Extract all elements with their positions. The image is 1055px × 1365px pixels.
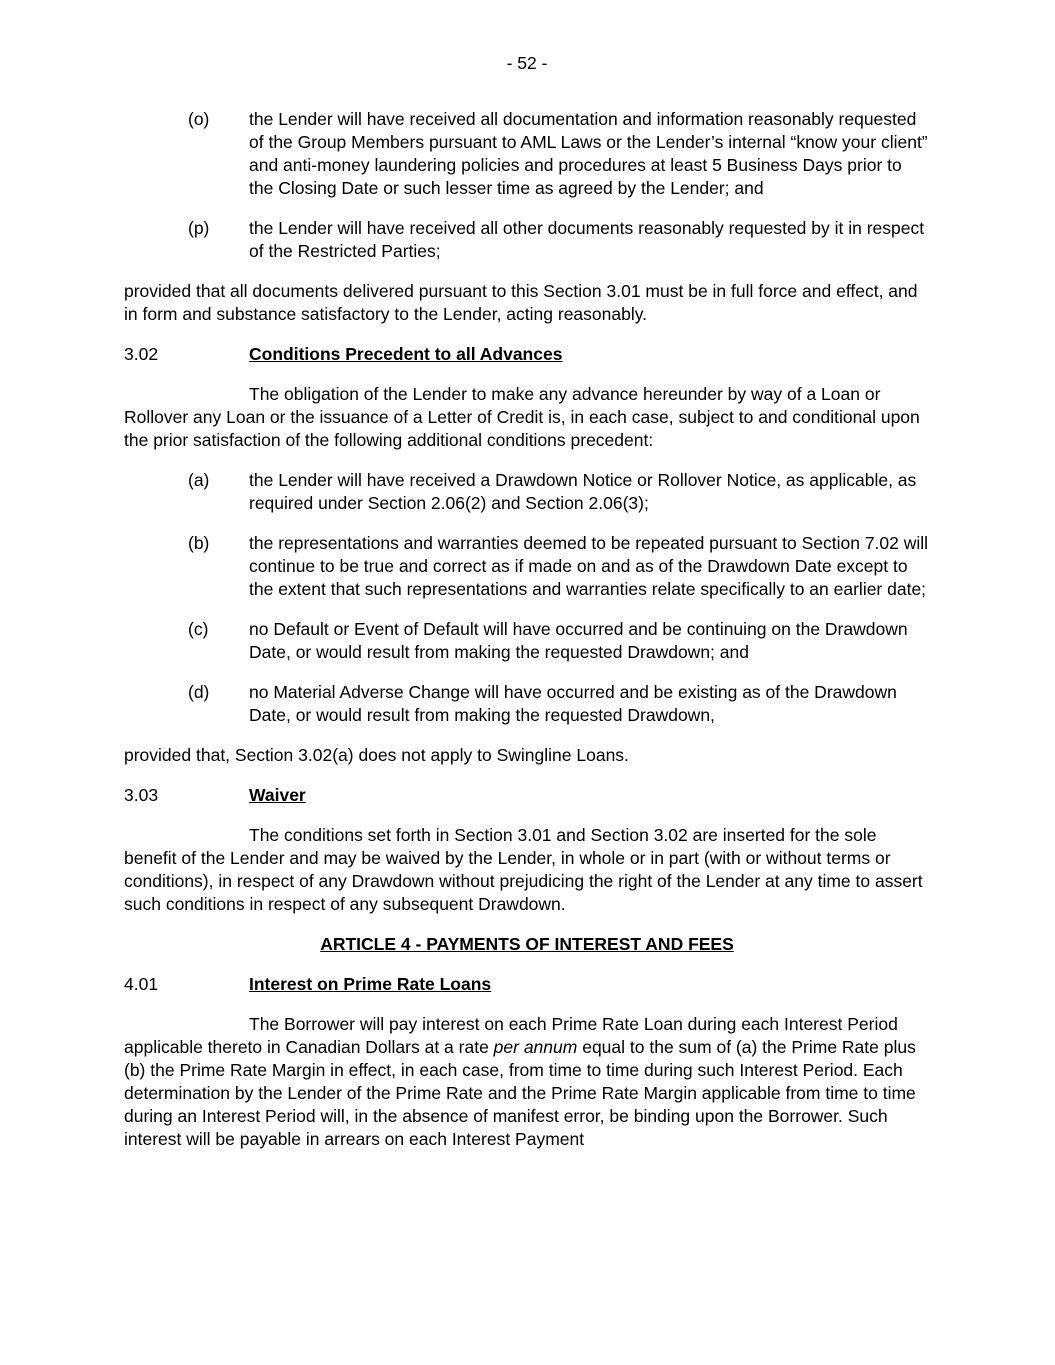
clause-label: (a) — [188, 470, 210, 490]
section-number: 3.03 — [124, 785, 159, 805]
clause-p — [188, 217, 930, 263]
section-4-01-body — [124, 1013, 930, 1151]
clause-b — [188, 532, 930, 601]
clause-text: no Material Adverse Change will have occurred and be existing as of the Drawdown Date, or would result from making the requested Drawdown, — [249, 682, 897, 725]
body-text-italic: per annum — [493, 1037, 578, 1057]
clause-text: the Lender will have received all other documents reasonably requested by it in respect of the Restricted Parties; — [249, 218, 925, 261]
section-3-01-proviso: provided that all documents delivered pursuant to this Section 3.01 must be in full force and effect, and in form and substance satisfactory to the Lender, acting reasonably. — [124, 281, 918, 324]
clause-label: (p) — [188, 218, 210, 238]
article-4-heading: ARTICLE 4 - PAYMENTS OF INTEREST AND FEES — [320, 934, 734, 954]
clause-text: no Default or Event of Default will have occurred and be continuing on the Drawdown Date, or would result from making the requested Drawdown; and — [249, 619, 908, 662]
page-number: - 52 - — [506, 53, 548, 73]
clause-o — [188, 108, 930, 200]
clause-text: the Lender will have received all documentation and information reasonably requested of the Group Members pursuant to AML Laws or the Lender’s internal “know your client” and anti-money laundering policies and procedures at least 5 Business Days prior to the Closing Date or such lesser time as agreed by the Lender; and — [249, 109, 928, 198]
clause-label: (d) — [188, 682, 210, 702]
clause-text: the Lender will have received a Drawdown Notice or Rollover Notice, as applicable, as required under Section 2.06(2) and Section 2.06(3); — [249, 470, 917, 513]
section-3-02-intro: The obligation of the Lender to make any advance hereunder by way of a Loan or Rollover any Loan or the issuance of a Letter of Credit is, in each case, subject to and conditional upon the prior satisfaction of the following additional conditions precedent: — [124, 384, 920, 450]
clause-text: the representations and warranties deemed to be repeated pursuant to Section 7.02 will continue to be true and correct as if made on and as of the Drawdown Date except to the extent that such representations and warranties relate specifically to an earlier date; — [249, 533, 929, 599]
clause-label: (b) — [188, 533, 210, 553]
section-number: 4.01 — [124, 974, 159, 994]
section-4-01-heading — [124, 973, 930, 996]
clause-label: (o) — [188, 109, 210, 129]
section-title: Interest on Prime Rate Loans — [249, 974, 492, 994]
body-text-part: The Borrower will pay interest on each Prime Rate Loan during each Interest Period applicable thereto in Canadian Dollars at a rate — [124, 1014, 898, 1057]
section-title: Waiver — [249, 785, 306, 805]
section-title: Conditions Precedent to all Advances — [249, 344, 563, 364]
section-3-02-proviso: provided that, Section 3.02(a) does not apply to Swingline Loans. — [124, 745, 629, 765]
clause-d — [188, 681, 930, 727]
section-number: 3.02 — [124, 344, 159, 364]
clause-c — [188, 618, 930, 664]
section-3-02-heading — [124, 343, 930, 366]
section-3-03-body: The conditions set forth in Section 3.01 and Section 3.02 are inserted for the sole benefit of the Lender and may be waived by the Lender, in whole or in part (with or without terms or conditions), in respect of any Drawdown without prejudicing the right of the Lender at any time to assert such conditions in respect of any subsequent Drawdown. — [124, 825, 923, 914]
clause-a — [188, 469, 930, 515]
section-3-03-heading — [124, 784, 930, 807]
clause-label: (c) — [188, 619, 209, 639]
body-text-part: equal to the sum of (a) the Prime Rate plus (b) the Prime Rate Margin in effect, in each case, from time to time during such Interest Period. Each determination by the Lender of the Prime Rate and the Prime Rate Margin applicable from time to time during an Interest Period will, in the absence of manifest error, be binding upon the Borrower. Such interest will be payable in arrears on each Interest Payment — [124, 1037, 916, 1149]
